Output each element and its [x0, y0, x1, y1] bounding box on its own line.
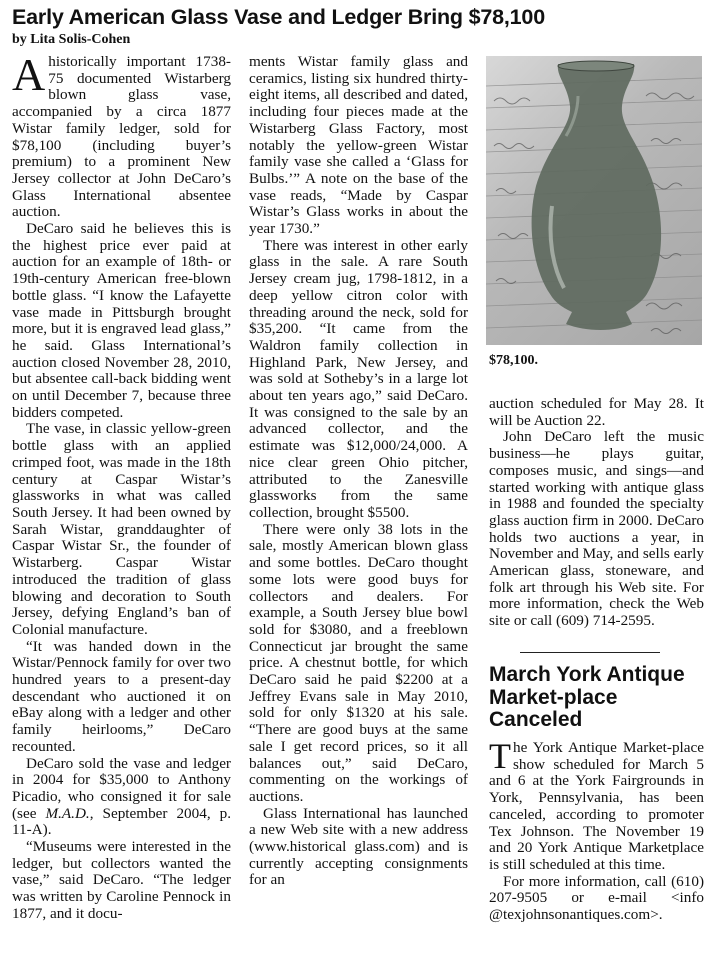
article-paragraph: “Museums were interested in the ledger, but collectors wanted the vase,” said DeCaro. “The ledger was written by Caroline Pennock in 1877, and it docu-: [12, 838, 231, 922]
article-paragraph: Glass International has launched a new Web site with a new address (www.historical glass.com) and is currently accepting consignments for an: [249, 804, 468, 889]
article-paragraph: DeCaro said he believes this is the highest price ever paid at auction for an example of 18th- or 19th-century American free-blown bottle glass. “I know the Lafayette vase made in Pittsburgh brought more, but it is engraved lead glass,” he said. Glass International’s auction closed November 28, 2010, but absentee call-back bidding went on until December 7, because three bidders competed.: [12, 220, 231, 421]
section-divider: [520, 652, 660, 653]
article-headline: Early American Glass Vase and Ledger Bring $78,100: [12, 5, 545, 29]
article-paragraph: The vase, in classic yellow-green bottle glass with an applied crimped foot, was made in the 18th century at Caspar Wistar’s glassworks in what was called South Jersey. It had been owned by Sarah Wistar, granddaughter of Caspar Wistar Sr., the founder of Wistarberg. Caspar Wistar introduced the tradition of glass blowing and decoration to South Jersey, defying England’s ban of Colonial manufacture.: [12, 420, 231, 638]
article-paragraph: auction scheduled for May 28. It will be Auction 22.: [489, 396, 704, 429]
article-column-2: [249, 54, 468, 944]
sidebar-paragraph: For more information, call (610) 207-9505 or e-mail <info @texjohnsonantiques.com>.: [489, 872, 704, 924]
article-column-3: [489, 396, 704, 648]
drop-cap: T: [489, 740, 511, 776]
article-paragraph: ments Wistar family glass and ceramics, listing six hundred thirty-eight items, all described and dated, including four pieces made at the Wistarberg Glass Factory, most notably the yellow-green Wistar family vase she called a ‘Glass for Bulbs.’” A note on the base of the vase reads, “Made by Caspar Wistar’s Glass works in about the year 1730.”: [249, 54, 468, 238]
vase-photo: [486, 56, 702, 345]
sidebar-headline: March York Antique Market-place Canceled: [489, 663, 685, 731]
publication-name: M.A.D.: [45, 804, 90, 822]
sidebar-paragraph: [489, 740, 704, 874]
paragraph-text: DeCaro sold the vase and ledger in 2004 for $35,000 to Anthony Picadio, who consigned it for sale (see: [12, 754, 231, 822]
article-paragraph: “It was handed down in the Wistar/Pennock family for over two hundred years to a present-day descendant who auctioned it on eBay along with a ledger and other family heirlooms,” DeCaro recounted.: [12, 637, 231, 755]
paragraph-text: historically important 1738-75 documented Wistarberg blown glass vase, accompanied by a circa 1877 Wistar family ledger, sold for $78,100 (including buyer’s premium) to a prominent New Jersey collector at John DeCaro’s Glass International absentee auction.: [12, 54, 231, 221]
paragraph-text: he York Antique Market-place show scheduled for March 5 and 6 at the York Fairgrounds in York, Pennsylvania, has been canceled, according to promoter Tex Johnson. The November 19 and 20 York Antique Marketplace is still scheduled at this time.: [489, 740, 704, 873]
article-paragraph: [12, 756, 231, 840]
vase-illustration: [486, 56, 702, 345]
article-byline: by Lita Solis-Cohen: [12, 32, 131, 47]
photo-caption: $78,100.: [489, 353, 538, 368]
article-paragraph: John DeCaro left the music business—he plays guitar, composes music, and sings—and started working with antique glass in 1988 and founded the specialty glass auction firm in 2000. DeCaro holds two auctions a year, in November and May, and sells early American glass, stoneware, and folk art through his Web site. For more information, check the Web site or call (609) 714-2595.: [489, 428, 704, 630]
article-paragraph: [12, 54, 231, 221]
article-paragraph: There was interest in other early glass in the sale. A rare South Jersey cream jug, 1798-1812, in a deep yellow citron color with threading around the neck, sold for $35,200. “It came from the Waldron family collection in Highland Park, New Jersey, and was sold at Sotheby’s in a large lot about ten years ago,” said DeCaro. It was consigned to the sale by an advanced collector, and the estimate was $12,000/24,000. A nice clear green Ohio pitcher, attributed to the Zanesville glassworks from the same collection, brought $5500.: [249, 236, 468, 521]
article-paragraph: There were only 38 lots in the sale, mostly American blown glass and some bottles. DeCaro thought some lots were good buys for collectors and dealers. For example, a South Jersey blue bowl sold for $3080, and a freeblown Connecticut jar brought the same price. A chestnut bottle, for which DeCaro said he paid $2200 at a Jeffrey Evans sale in May 2010, sold for only $1320 at his sale. “There are good buys at the same sale I get record prices, so it all balances out,” said DeCaro, commenting on the workings of auctions.: [249, 520, 468, 805]
article-column-1: [12, 54, 231, 944]
paragraph-text: , September 2004, p. 11-A).: [12, 804, 231, 839]
sidebar-column: [489, 740, 704, 950]
drop-cap: A: [12, 54, 46, 100]
